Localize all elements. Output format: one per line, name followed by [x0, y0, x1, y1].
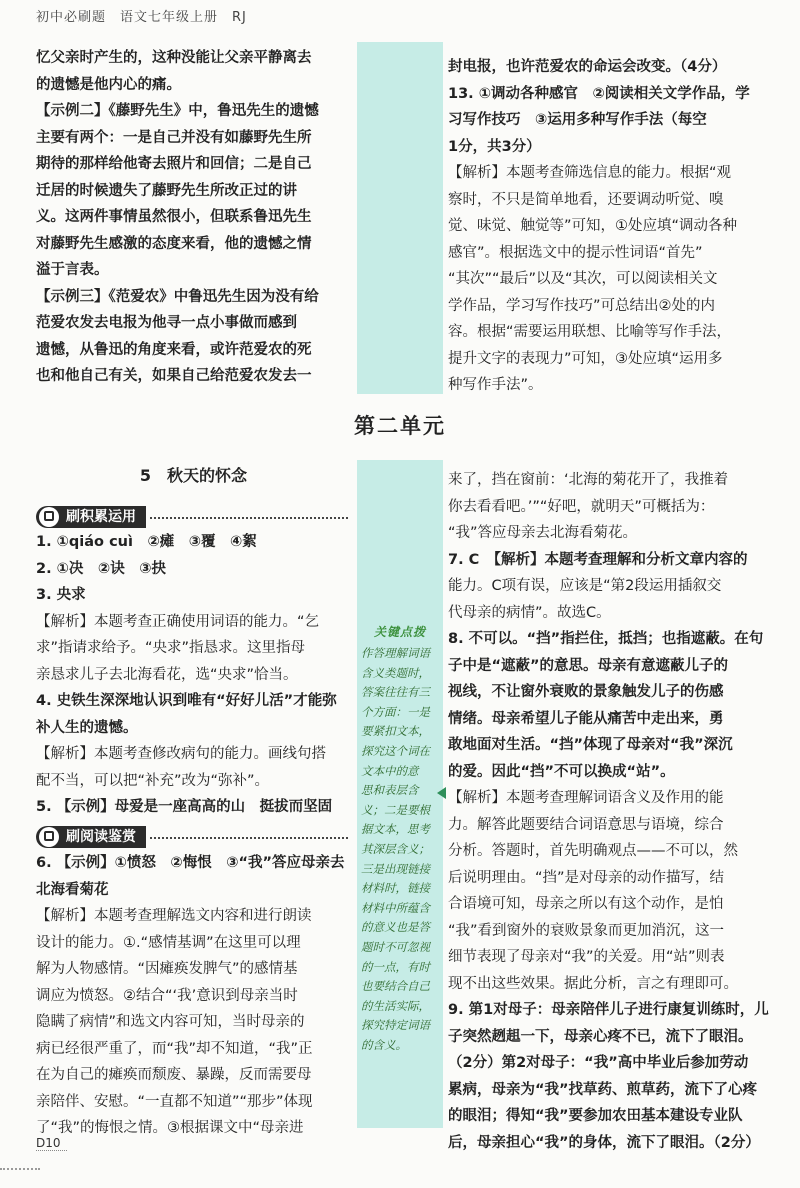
text-line-7: 感官”。根据选文中的提示性词语“首先”	[448, 244, 703, 261]
tip-line-9: 据文本，思考	[361, 822, 430, 837]
book-icon	[39, 827, 59, 847]
tip-line-10: 其深层含义；	[361, 841, 430, 856]
text-line-0: 封电报，也许范爱农的命运会改变。（4分）	[448, 59, 727, 75]
text-line-2: 【示例二】《藤野先生》中，鲁迅先生的遗憾	[36, 103, 319, 119]
text-line-15: 后说明理由。“挡”是对母亲的动作描写，结	[448, 869, 725, 886]
text-line-23: 累病，母亲为“我”找草药、煎草药，流下了心疼	[448, 1081, 758, 1098]
text-line-9: 【示例三】《范爱农》中鲁迅先生因为没有给	[36, 288, 319, 305]
text-line-7: 子中是“遮蔽”的意思。母亲有意遮蔽儿子的	[448, 657, 729, 674]
text-line-11: 遗憾，从鲁迅的角度来看，或许范爱农的死	[36, 341, 312, 358]
text-line-13: 力。解答此题要结合词语意思与语境，综合	[448, 816, 724, 833]
text-line-2: 习写作技巧 ③运用多种写作手法（每空	[448, 112, 707, 128]
tip-line-0: 作答理解词语	[361, 646, 430, 660]
page-number: D10	[36, 1136, 67, 1151]
section-accumulate	[36, 506, 146, 528]
text-line-6: 义。这两件事情虽然很小，但联系鲁迅先生	[36, 209, 312, 225]
text-line-0: 6. 【示例】①愤怒 ②悔恨 ③“我”答应母亲去	[36, 855, 345, 871]
text-line-25: 后，母亲担心“我”的身体，流下了眼泪。（2分）	[448, 1134, 760, 1151]
text-line-12: 也和他自己有关，如果自己给范爱农发去一	[36, 368, 312, 384]
text-line-3: 【解析】本题考查正确使用词语的能力。“乞	[36, 613, 320, 630]
tip-line-1: 含义类题时，	[361, 665, 430, 680]
text-line-5: 察时，不只是简单地看，还要调动听觉、嗅	[448, 191, 724, 208]
text-line-9: 亲陪伴、安慰。“一直都不知道”“那步”体现	[36, 1093, 313, 1110]
text-line-6: 8. 不可以。“挡”指拦住，抵挡；也指遮蔽。在句	[448, 631, 764, 647]
left-top-block	[36, 45, 351, 390]
text-line-5: 代母亲的病情”。故选C。	[448, 604, 611, 621]
tip-line-2: 答案往往有三	[361, 685, 430, 700]
text-line-2: 【解析】本题考查理解选文内容和进行朗读	[36, 908, 312, 924]
text-line-5: 调应为愤怒。②结合“‘我’意识到母亲当时	[36, 987, 298, 1004]
text-line-19: 现不出这些效果。据此分析，言之有理即可。	[448, 975, 738, 992]
tip-line-7: 思和表层含	[361, 783, 419, 798]
tip-arrow-icon	[437, 787, 446, 799]
text-line-0: 来了，挡在窗前：‘北海的菊花开了，我推着	[448, 472, 729, 488]
text-line-8: 【解析】本题考查修改病句的能力。画线句搭	[36, 746, 326, 762]
tip-line-5: 探究这个词在	[361, 743, 430, 758]
text-line-3: 1分，共3分）	[448, 138, 541, 155]
text-line-0: 1. ①qiáo cuì ②瘫 ③覆 ④絮	[36, 534, 257, 550]
unit-title: 第二单元	[354, 414, 446, 438]
lesson-title: 5 秋天的怀念	[139, 466, 248, 485]
section-divider	[150, 517, 348, 519]
book-icon	[39, 507, 59, 527]
tip-line-8: 义；二是要根	[361, 802, 430, 817]
tip-line-14: 的意义也是答	[361, 920, 430, 935]
text-line-3: 7. C 【解析】本题考查理解和分析文章内容的	[448, 551, 748, 568]
text-line-7: 对藤野先生感激的态度来看，他的遗憾之情	[36, 235, 312, 252]
text-line-4: 期待的那样给他寄去照片和回信；二是自己	[36, 156, 312, 172]
tip-line-3: 个方面：一是	[361, 704, 430, 719]
text-line-1: 2. ①决 ②诀 ③抉	[36, 560, 166, 577]
section-divider	[150, 837, 348, 839]
text-line-8: 视线，不让窗外衰败的景象触发儿子的伤感	[448, 684, 724, 700]
text-line-8: 在为自己的瘫痪而颓废、暴躁，反而需要母	[36, 1067, 312, 1083]
text-line-9: 情绪。母亲希望儿子能从痛苦中走出来，勇	[448, 710, 724, 727]
text-line-22: （2分）第2对母子：“我”高中毕业后参加劳动	[448, 1055, 749, 1071]
text-line-14: 分析。答题时，首先明确观点——不可以，然	[448, 843, 738, 859]
text-line-8: “其次”“最后”以及“其次，可以阅读相关文	[448, 271, 718, 287]
text-line-11: 的爱。因此“挡”不可以换成“站”。	[448, 763, 675, 780]
page-corner-dots	[0, 1168, 40, 1170]
text-line-16: 合语境可知，母亲之所以有这个动作，是怕	[448, 896, 724, 912]
tip-line-18: 的生活实际，	[361, 998, 430, 1013]
text-line-3: 设计的能力。①.“感情基调”在这里可以理	[36, 934, 301, 951]
tip-line-19: 探究特定词语	[361, 1018, 430, 1033]
text-line-4: 【解析】本题考查筛选信息的能力。根据“观	[448, 165, 732, 181]
text-line-1: 北海看菊花	[36, 881, 109, 898]
text-line-9: 配不当，可以把“补充”改为“弥补”。	[36, 772, 270, 789]
text-line-1: 的遗憾是他内心的痛。	[36, 76, 181, 93]
tip-line-15: 题时不可忽视	[361, 939, 430, 954]
text-line-1: 你去看看吧。’”“好吧，就明天”可概括为：	[448, 498, 715, 515]
text-line-5: 迁居的时候遗失了藤野先生所改正过的讲	[36, 182, 297, 199]
tip-line-4: 要紧扣文本，	[361, 724, 430, 739]
text-line-6: 隐瞒了病情”和选文内容可知，当时母亲的	[36, 1014, 305, 1030]
section-reading-label: 刷阅读鉴赏	[66, 829, 136, 845]
text-line-12: 种写作手法”。	[448, 377, 543, 393]
tip-line-16: 的一点，有时	[361, 959, 430, 974]
right-top-block	[448, 54, 778, 399]
text-line-9: 学作品，学习写作技巧”可总结出②处的内	[448, 297, 716, 314]
left-answers-a	[36, 529, 351, 821]
tip-title: 关键点拨	[373, 625, 426, 639]
tip-line-17: 也要结合自己	[361, 979, 430, 994]
text-line-4: 能力。C项有误，应该是“第2段运用插叙交	[448, 578, 722, 594]
page-header: 初中必刷题 语文七年级上册 RJ	[36, 10, 247, 25]
text-line-20: 9. 第1对母子：母亲陪伴儿子进行康复训练时，儿	[448, 1002, 769, 1018]
text-line-2: 3. 央求	[36, 587, 86, 603]
text-line-4: 解为人物感情。“因瘫痪发脾气”的感情基	[36, 961, 298, 977]
section-reading	[36, 826, 146, 848]
text-line-1: 13. ①调动各种感官 ②阅读相关文学作品，学	[448, 85, 750, 102]
text-line-4: 求”指请求给予。“央求”指恳求。这里指母	[36, 640, 306, 656]
text-line-10: 敢地面对生活。“挡”体现了母亲对“我”深沉	[448, 737, 733, 753]
text-line-10: 了“我”的悔恨之情。③根据课文中“母亲进	[36, 1120, 304, 1136]
text-line-7: 病已经很严重了，而“我”却不知道，“我”正	[36, 1040, 313, 1057]
section-accumulate-label: 刷积累运用	[66, 509, 136, 525]
text-line-17: “我”看到窗外的衰败景象而更加消沉，这一	[448, 922, 725, 939]
text-line-21: 子突然趔趄一下，母亲心疼不已，流下了眼泪。	[448, 1028, 753, 1045]
text-line-6: 觉、味觉、触觉等”可知，①处应填“调动各种	[448, 218, 738, 234]
text-line-10: 5. 【示例】母爱是一座高高的山 挺拔而坚固	[36, 799, 333, 815]
text-line-11: 提升文字的表现力”可知，③处应填“运用多	[448, 350, 723, 367]
margin-band-top	[357, 42, 443, 394]
tip-line-13: 材料中所蕴含	[361, 900, 430, 915]
tip-line-20: 的含义。	[361, 1037, 407, 1052]
text-line-12: 【解析】本题考查理解词语含义及作用的能	[448, 790, 724, 806]
tip-line-11: 三是出现链接	[361, 861, 430, 876]
right-answers	[448, 467, 778, 1156]
text-line-10: 容。根据“需要运用联想、比喻等写作手法，	[448, 324, 732, 340]
text-line-5: 亲恳求儿子去北海看花，选“央求”恰当。	[36, 666, 298, 683]
left-answers-b	[36, 850, 351, 1142]
text-line-8: 溢于言表。	[36, 262, 109, 278]
text-line-24: 的眼泪；得知“我”要参加农田基本建设专业队	[448, 1108, 743, 1124]
text-line-6: 4. 史铁生深深地认识到唯有“好好儿活”才能弥	[36, 693, 337, 709]
tip-line-6: 文本中的意	[361, 763, 419, 778]
text-line-3: 主要有两个：一是自己并没有如藤野先生所	[36, 129, 312, 146]
text-line-18: 细节表现了母亲对“我”的关爱。用“站”则表	[448, 949, 725, 965]
text-line-2: “我”答应母亲去北海看菊花。	[448, 525, 638, 541]
text-line-10: 范爱农发去电报为他寻一点小事做而感到	[36, 315, 297, 331]
tip-body	[361, 644, 439, 1055]
text-line-0: 忆父亲时产生的，这种没能让父亲平静离去	[36, 50, 312, 66]
tip-line-12: 材料时，链接	[361, 881, 430, 896]
text-line-7: 补人生的遗憾。	[36, 719, 138, 736]
